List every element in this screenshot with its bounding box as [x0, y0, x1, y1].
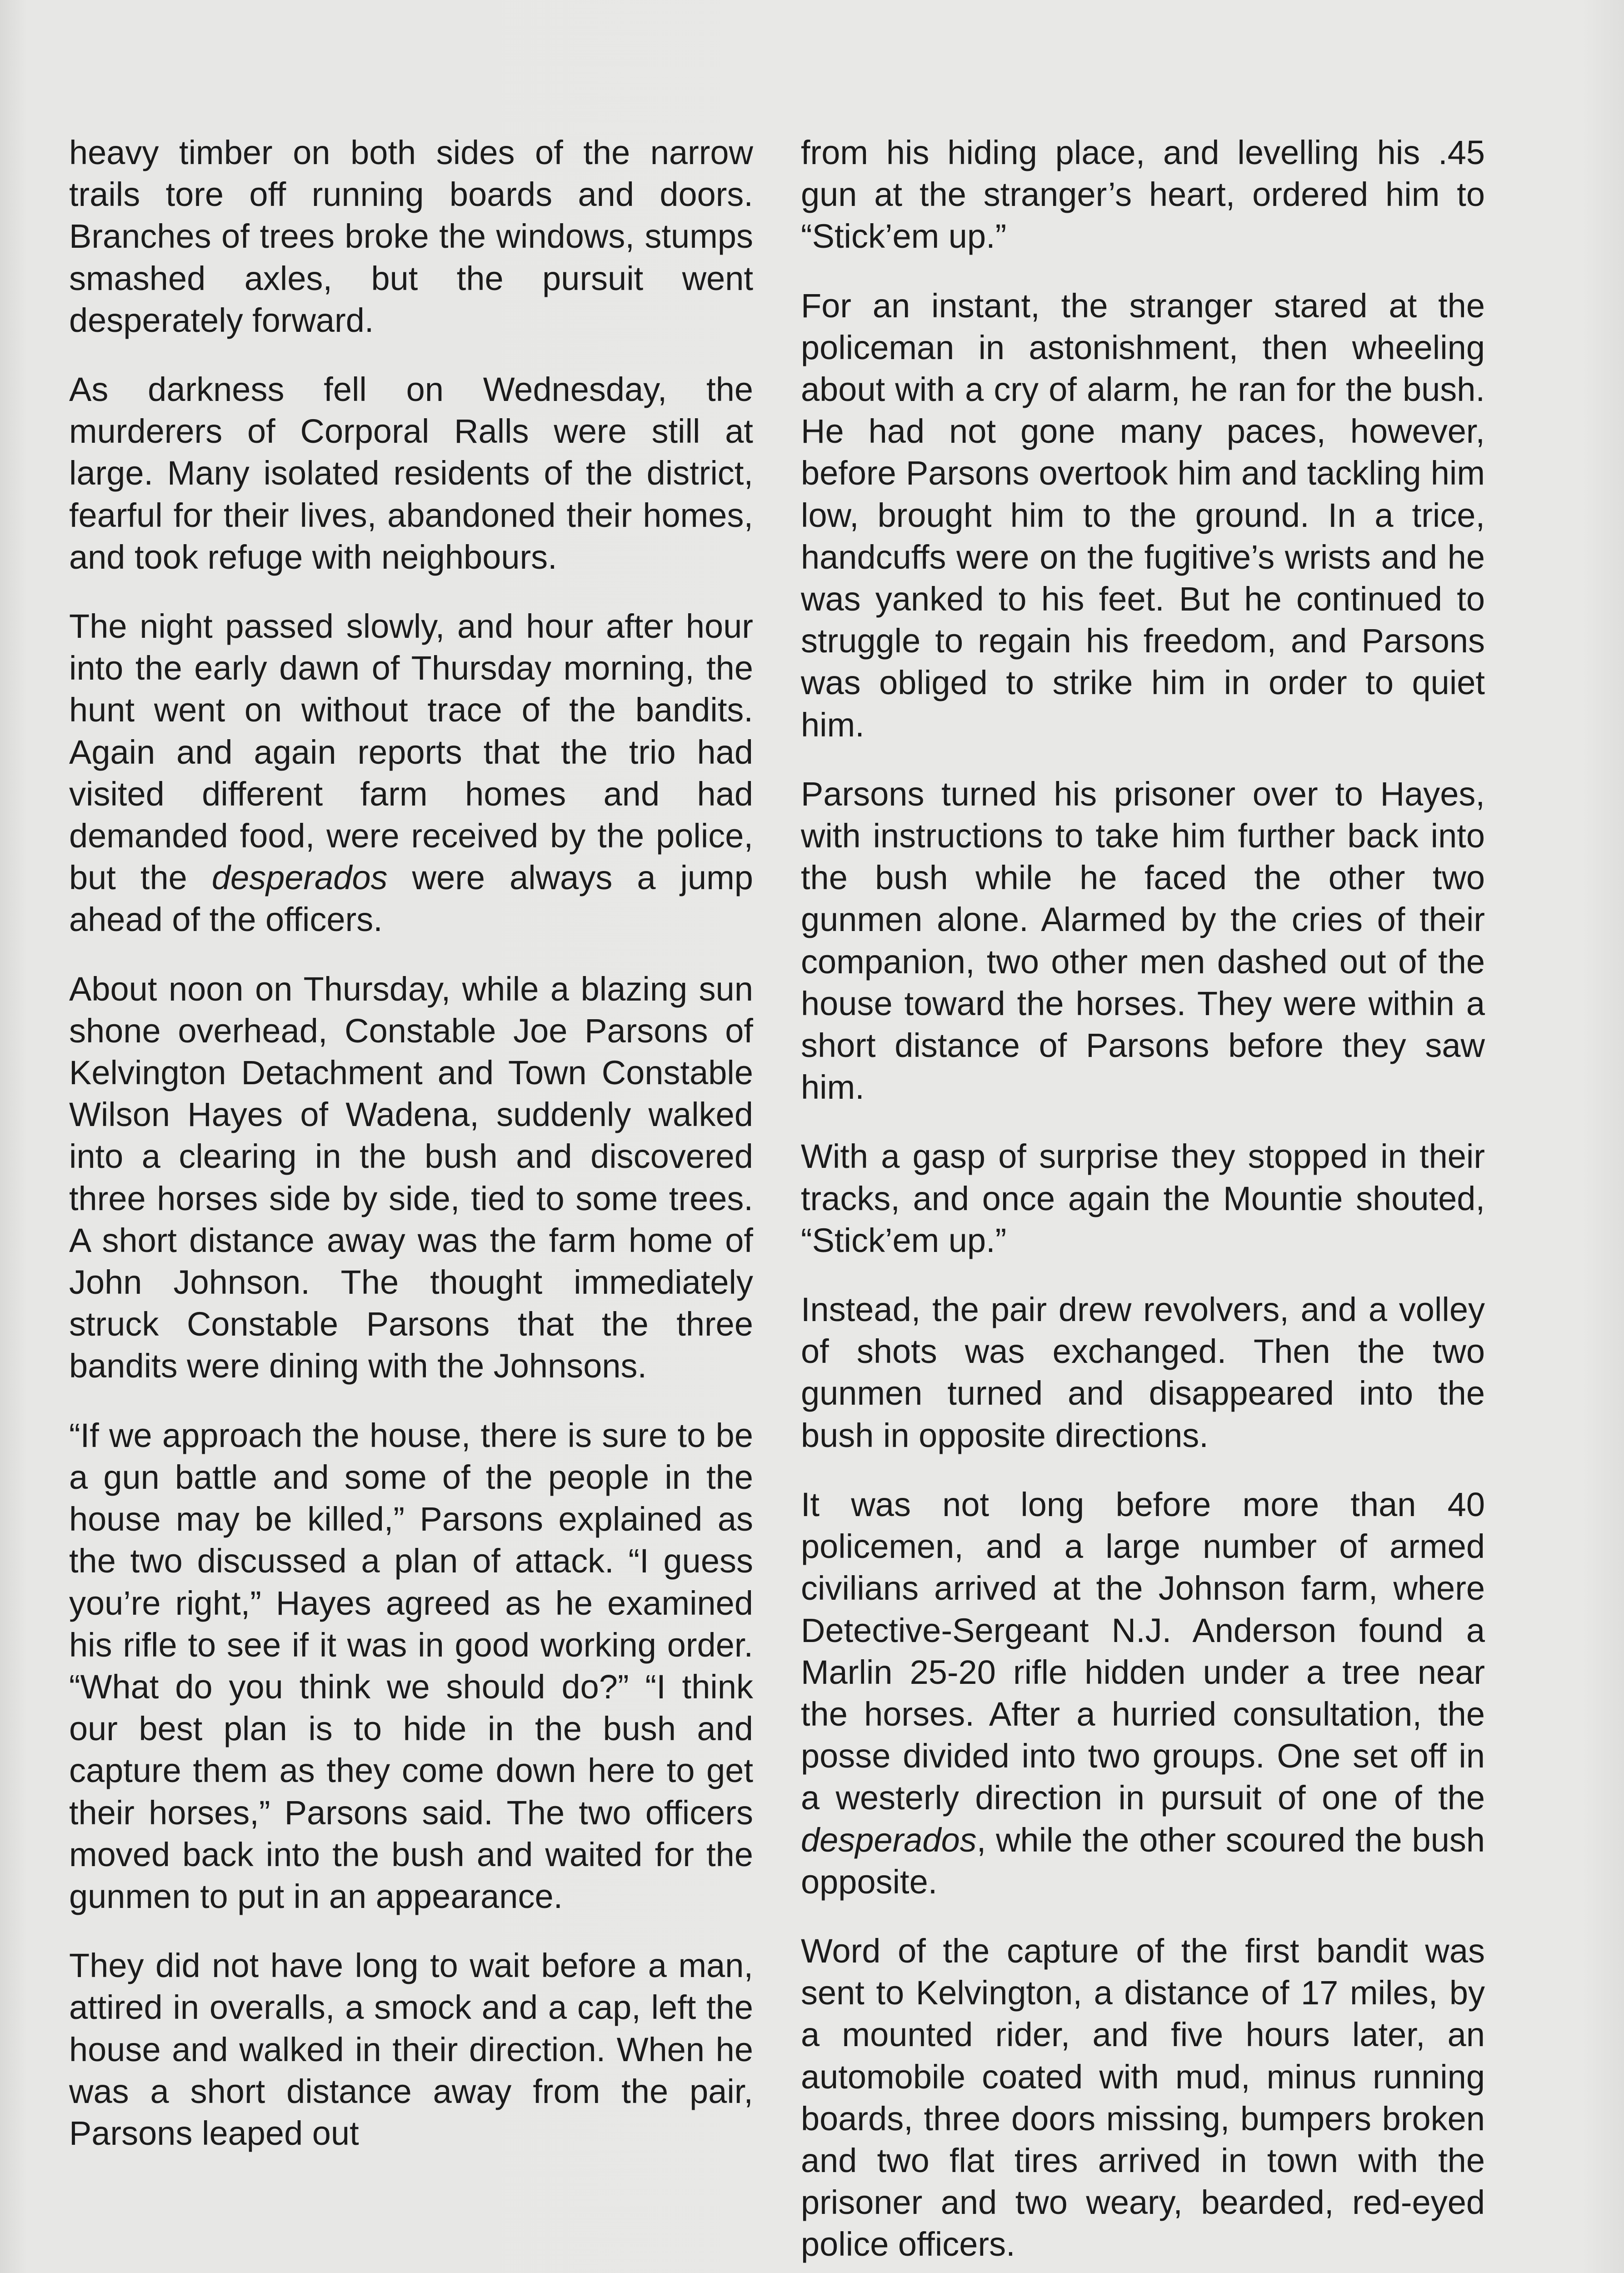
- paragraph: Word of the capture of the first bandit was sent to Kelvington, a distance of 17 miles, by a mounted rider, and five hours later, an automobile coated with mud, minus running boards, three doors missing, bumpers broken and two flat tires arrived in town with the prisoner and two weary, bearded, red-eyed police officers.: [801, 1932, 1485, 2263]
- paragraph: Parsons turned his prisoner over to Hayes, with instructions to take him further back into the bush while he faced the other two gunmen alone. Alarmed by the cries of their companion, two other men dashed out of the house toward the horses. They were within a short distance of Parsons before they saw him.: [801, 775, 1485, 1106]
- paragraph: For an instant, the stranger stared at the policeman in astonishment, then wheeling about with a cry of alarm, he ran for the bush. He had not gone many paces, however, before Parsons overtook him and tackling him low, brought him to the ground. In a trice, handcuffs were on the fugitive’s wrists and he was yanked to his feet. But he continued to struggle to regain his freedom, and Parsons was obliged to strike him in order to quiet him.: [801, 286, 1485, 744]
- paragraph: They did not have long to wait before a man, attired in overalls, a smock and a cap, left the house and walked in their direction. When he was a short distance away from the pair, Parsons leaped out: [69, 1947, 753, 2152]
- paragraph: from his hiding place, and levelling his .45 gun at the stranger’s heart, ordered him to “Stick’em up.”: [801, 134, 1485, 255]
- paragraph: “If we approach the house, there is sure to be a gun battle and some of the people in the house may be killed,” Parsons explained as the two discussed a plan of attack. “I guess you’re right,” Hayes agreed as he examined his rifle to see if it was in good working order. “What do you think we should do?” “I think our best plan is to hide in the bush and capture them as they come down here to get their horses,” Parsons said. The two officers moved back into the bush and waited for the gunmen to put in an appearance.: [69, 1416, 753, 1915]
- paragraph: heavy timber on both sides of the narrow trails tore off running boards and doors. Branches of trees broke the windows, stumps smashed axles, but the pursuit went desperately forward.: [69, 134, 753, 339]
- paragraph: Instead, the pair drew revolvers, and a volley of shots was exchanged. Then the two gunmen turned and disappeared into the bush in opposite directions.: [801, 1291, 1485, 1454]
- paragraph: With a gasp of surprise they stopped in their tracks, and once again the Mountie shouted, “Stick’em up.”: [801, 1137, 1485, 1259]
- right-text-column: [801, 132, 1485, 2273]
- paragraph: It was not long before more than 40 policemen, and a large number of armed civilians arrived at the Johnson farm, where Detective-Sergeant N.J. Anderson found a Marlin 25-20 rifle hidden under a tree near the horses. After a hurried consultation, the posse divided into two groups. One set off in a westerly direction in pursuit of one of the desperados, while the other scoured the bush opposite.: [801, 1485, 1485, 1901]
- italic-term: desperados: [211, 859, 388, 897]
- paragraph: As darkness fell on Wednesday, the murderers of Corporal Ralls were still at large. Many isolated residents of the district, fearful for their lives, abandoned their homes, and took refuge with neighbours.: [69, 370, 753, 576]
- left-text-column: [69, 132, 753, 2182]
- paragraph: The night passed slowly, and hour after hour into the early dawn of Thursday morning, the hunt went on without trace of the bandits. Again and again reports that the trio had visited different farm homes and had demanded food, were received by the police, but the desperados were always a jump ahead of the officers.: [69, 607, 754, 939]
- paragraph: About noon on Thursday, while a blazing sun shone overhead, Constable Joe Parsons of Kelvington Detachment and Town Constable Wilson Hayes of Wadena, suddenly walked into a clearing in the bush and discovered three horses side by side, tied to some trees. A short distance away was the farm home of John Johnson. The thought immediately struck Constable Parsons that the three bandits were dining with the Johnsons.: [69, 970, 753, 1385]
- italic-term: desperados: [801, 1821, 977, 1859]
